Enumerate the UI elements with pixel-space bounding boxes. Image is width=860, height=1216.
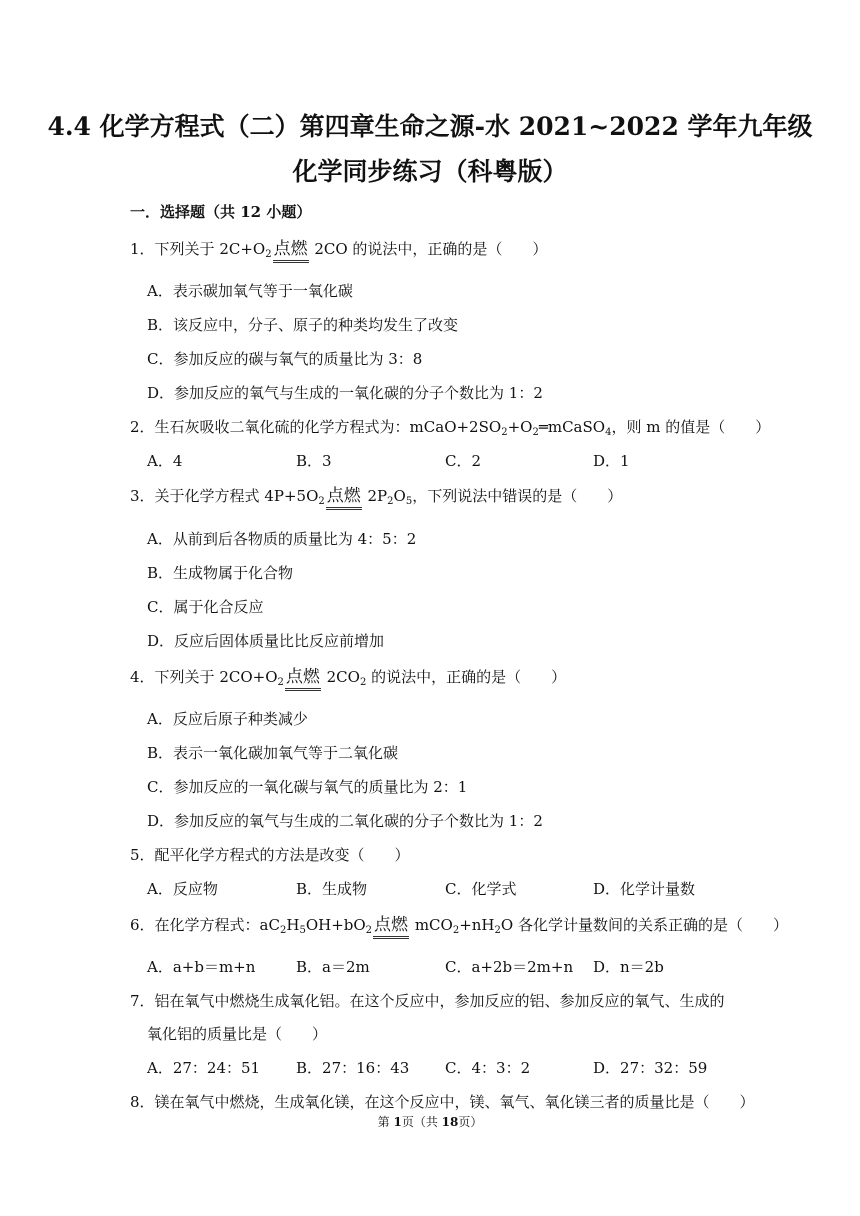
q3-option-a: A．从前到后各物质的质量比为 4：5：2 <box>147 530 417 548</box>
reaction-condition: 点燃 <box>285 666 321 691</box>
q7-option-a: A．27：24：51 <box>147 1059 261 1077</box>
reaction-condition: 点燃 <box>326 485 362 510</box>
question-6: 6．在化学方程式：$aC_2H_5OH+bO_2$ 点燃 $mCO_2+nH_2O$ 各化学计量数间的关系正确的是（ ） <box>130 914 788 941</box>
document-title-line1: 4.4 化学方程式（二）第四章生命之源-水 2021~2022 学年九年级 <box>47 112 813 141</box>
page-total: 18 <box>441 1115 459 1129</box>
q4-option-b: B．表示一氧化碳加氧气等于二氧化碳 <box>147 744 399 762</box>
section-heading: 一．选择题（共 12 小题） <box>130 203 312 221</box>
q5-option-d: D．化学计量数 <box>593 880 696 898</box>
question-5: 5．配平化学方程式的方法是改变（ ） <box>130 846 410 864</box>
q3-option-c: C．属于化合反应 <box>147 598 264 616</box>
q5-option-c: C．化学式 <box>445 880 517 898</box>
question-7: 7．铝在氧气中燃烧生成氧化铝。在这个反应中，参加反应的铝、参加反应的氧气、生成的 <box>130 992 725 1010</box>
q2-option-c: C．2 <box>445 452 482 470</box>
q1-option-d: D．参加反应的氧气与生成的一氧化碳的分子个数比为 1：2 <box>147 384 543 402</box>
q1-option-b: B．该反应中，分子、原子的种类均发生了改变 <box>147 316 459 334</box>
q6-option-d: D．n＝2b <box>593 958 664 976</box>
q2-option-b: B．3 <box>296 452 332 470</box>
question-2: 2．生石灰吸收二氧化硫的化学方程式为：$mCaO+2SO_2+O_2═mCaSO_4$，则 m 的值是（ ） <box>130 418 771 438</box>
q1-option-a: A．表示碳加氧气等于一氧化碳 <box>147 282 353 300</box>
reaction-condition: 点燃 <box>273 238 309 263</box>
q6-option-c: C．a+2b＝2m+n <box>445 958 574 976</box>
q4-option-d: D．参加反应的氧气与生成的二氧化碳的分子个数比为 1：2 <box>147 812 543 830</box>
question-3: 3．关于化学方程式 $4P+5O_2$ 点燃 $2P_2O_5$，下列说法中错误的是（ ） <box>130 485 622 512</box>
document-title-line2: 化学同步练习（科粤版） <box>292 157 568 186</box>
question-8: 8．镁在氧气中燃烧，生成氧化镁，在这个反应中，镁、氧气、氧化镁三者的质量比是（ ） <box>130 1093 755 1111</box>
q4-option-a: A．反应后原子种类减少 <box>147 710 308 728</box>
page-footer: 第 1页（共 18页） <box>377 1115 483 1129</box>
q7-option-d: D．27：32：59 <box>593 1059 708 1077</box>
q6-option-a: A．a+b＝m+n <box>147 958 256 976</box>
q5-option-b: B．生成物 <box>296 880 368 898</box>
question-4: 4．下列关于 $2CO+O_2$ 点燃 $2CO_2$ 的说法中，正确的是（ ） <box>130 666 566 693</box>
q6-option-b: B．a＝2m <box>296 958 370 976</box>
q4-option-c: C．参加反应的一氧化碳与氧气的质量比为 2：1 <box>147 778 468 796</box>
q1-option-c: C．参加反应的碳与氧气的质量比为 3：8 <box>147 350 423 368</box>
q2-option-d: D．1 <box>593 452 630 470</box>
question-1: 1．下列关于 $2C+O_2$ 点燃 2CO 的说法中，正确的是（ ） <box>130 238 547 265</box>
q3-option-b: B．生成物属于化合物 <box>147 564 294 582</box>
q3-option-d: D．反应后固体质量比比反应前增加 <box>147 632 385 650</box>
q2-option-a: A．4 <box>147 452 183 470</box>
q7-option-c: C．4：3：2 <box>445 1059 531 1077</box>
q7-option-b: B．27：16：43 <box>296 1059 410 1077</box>
q5-option-a: A．反应物 <box>147 880 218 898</box>
question-7-line2: 氧化铝的质量比是（ ） <box>147 1025 328 1043</box>
page-number: 1 <box>393 1115 402 1129</box>
reaction-condition: 点燃 <box>373 914 409 939</box>
